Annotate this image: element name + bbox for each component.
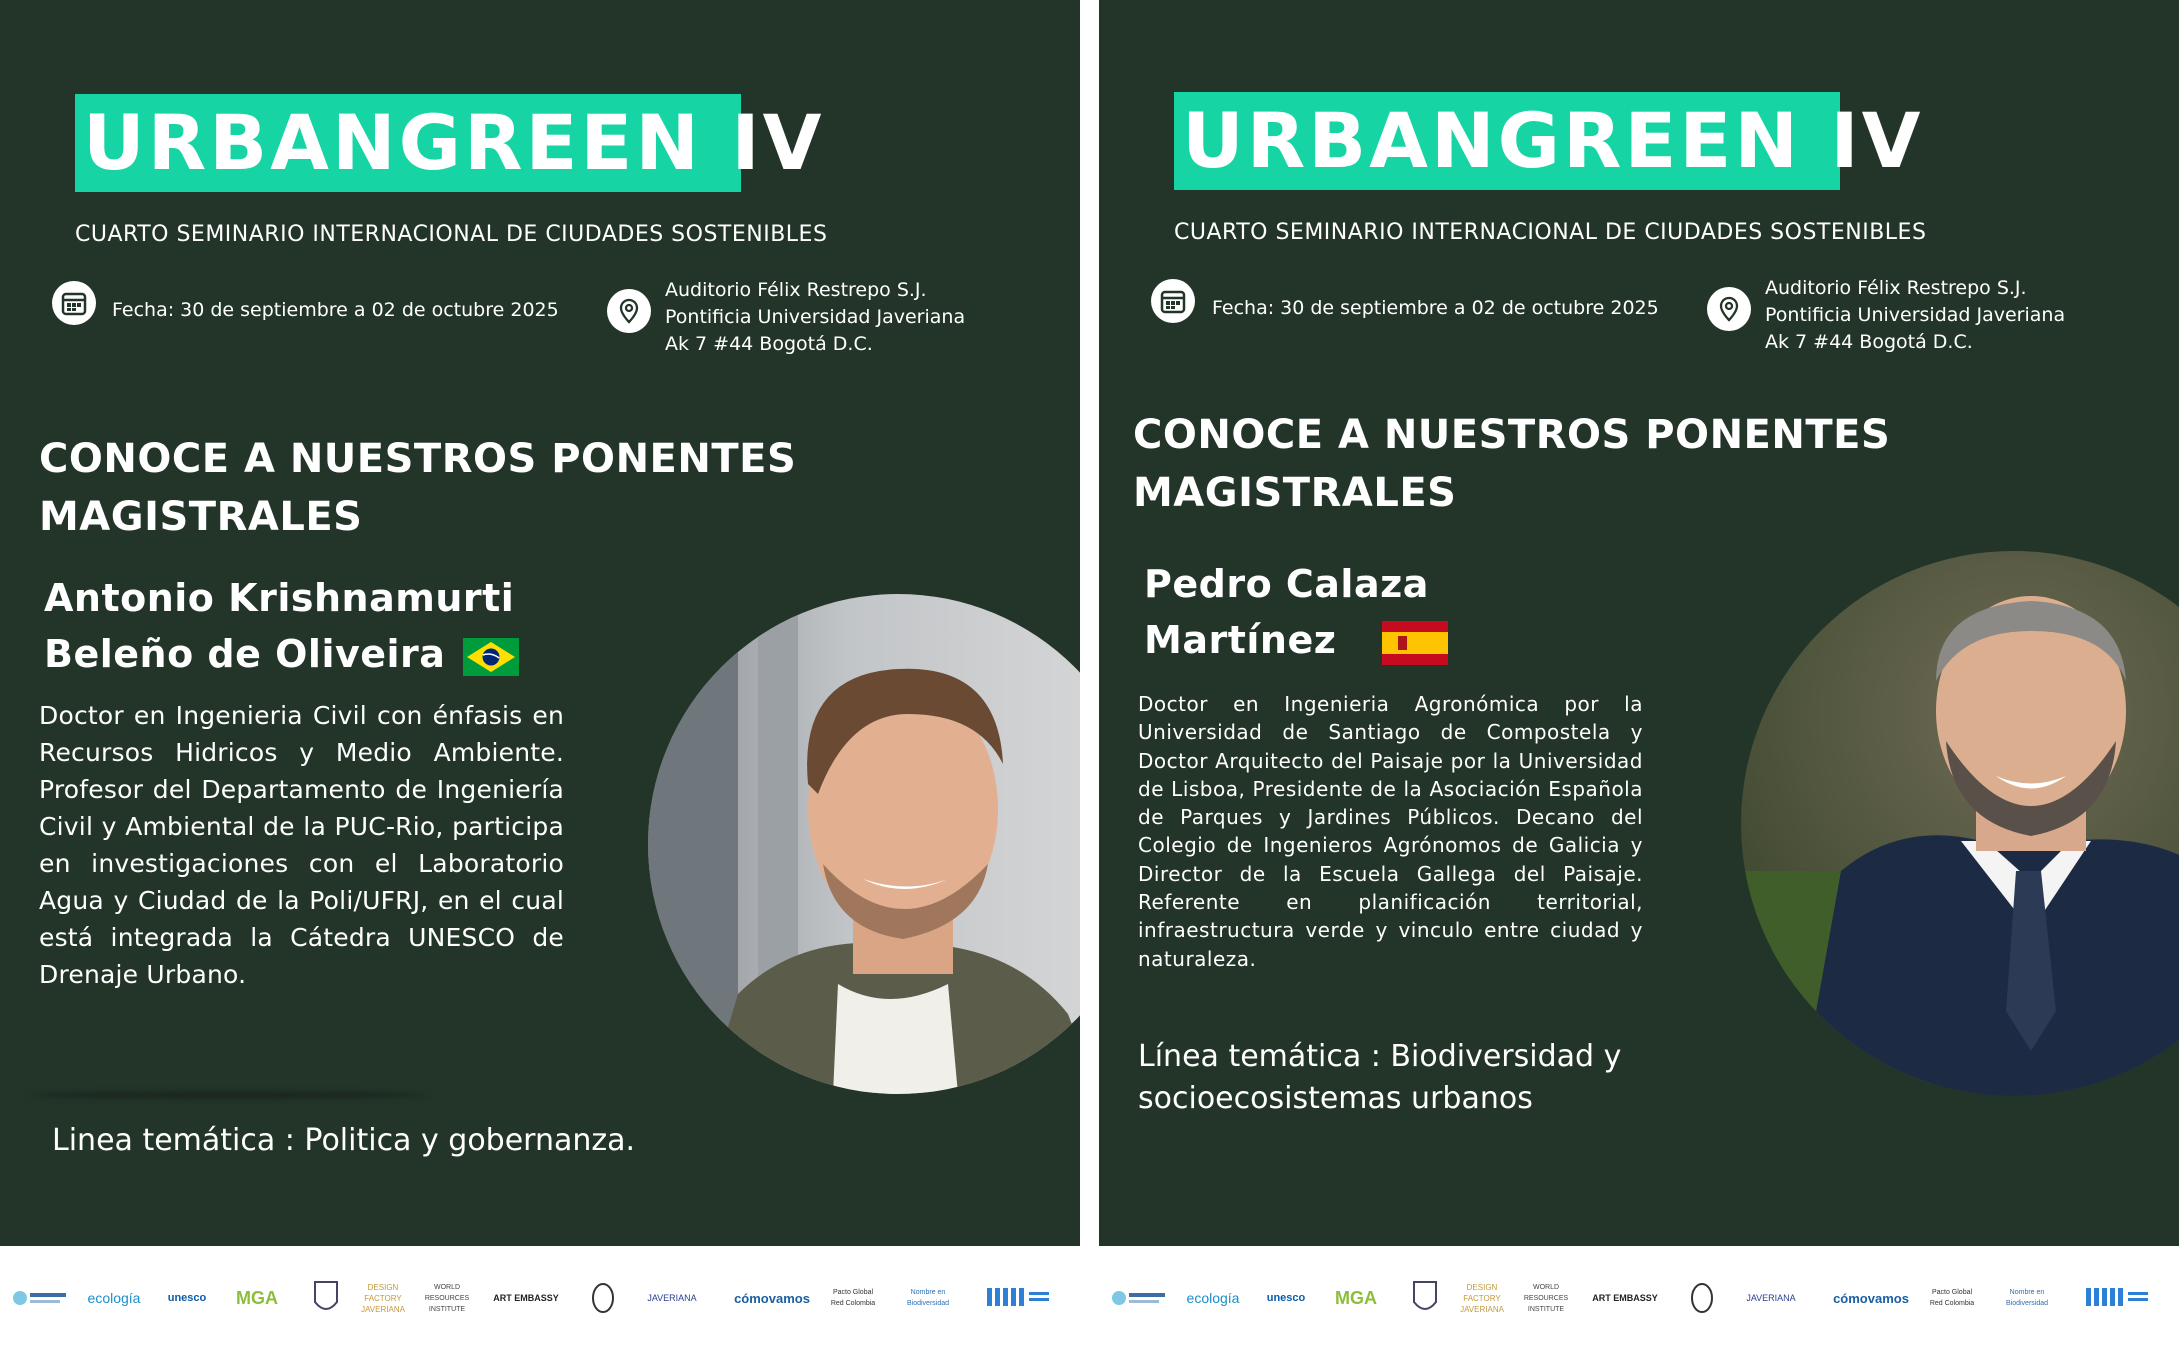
pacto-global-logo: Pacto Global Red Colombia [830,1289,876,1307]
mga-logo: MGA [236,1287,278,1308]
calendar-icon [52,281,96,325]
section-heading [39,430,796,546]
speaker-bio: Doctor en Ingenieria Civil con énfasis en Recursos Hidricos y Medio Ambiente. Profesor del Departamento de Ingeniería Civil y Ambiental de la PUC-Rio, participa en investigaciones con el Laboratorio Agua y Ciudad de la Poli/UFRJ, en el cual está integrada la Cátedra UNESCO de Drenaje Urbano. [39,701,564,989]
event-date: Fecha: 30 de septiembre a 02 de octubre 2025 [112,299,559,321]
speaker-name-line: Antonio Krishnamurti [44,576,515,620]
seal-logo [1687,1268,1717,1328]
divider-shadow [30,1092,430,1098]
speaker-name [1144,556,1448,668]
speaker-card-right [1099,0,2179,1246]
biodiversidad-logo: Nombre en Biodiversidad [906,1289,950,1307]
speaker-name-line: Pedro Calaza [1144,562,1429,606]
section-heading [1133,406,1890,522]
mga-logo: MGA [1335,1287,1377,1308]
spain-flag-icon [1382,621,1448,665]
event-title-banner [75,94,825,192]
biodiversidad-logo: Nombre en Biodiversidad [2005,1289,2049,1307]
event-date: Fecha: 30 de septiembre a 02 de octubre 2025 [1212,297,1659,319]
ecologia-logo: ecología [87,1289,141,1306]
calendar-icon [1151,279,1195,323]
institute-stripes-logo [984,1268,1052,1328]
thematic-line [1138,1036,1621,1120]
art-embassy-logo: ART EMBASSY [493,1292,559,1303]
speaker-photo [648,594,1080,1094]
university-crest-logo [1407,1268,1443,1328]
university-crest-logo [308,1268,344,1328]
art-embassy-logo: ART EMBASSY [1592,1292,1658,1303]
thematic-line: Linea temática : Politica y gobernanza. [52,1123,636,1158]
javeriana-logo: JAVERIANA [1746,1292,1796,1303]
event-title-banner [1174,92,1924,190]
brazil-flag-icon [463,638,519,676]
panel-separator [1080,0,1099,1246]
event-title: URBANGREEN IV [1182,96,1924,185]
ciudades-sostenibles-logo [12,1268,68,1328]
event-subtitle: CUARTO SEMINARIO INTERNACIONAL DE CIUDADES SOSTENIBLES [1174,220,1927,245]
venue-line: Auditorio Félix Restrepo S.J. [665,279,927,301]
location-pin-icon [607,289,651,333]
unesco-logo: unesco [167,1291,207,1304]
heading-line: MAGISTRALES [1133,470,1457,516]
location-pin-icon [1707,287,1751,331]
speaker-bio: Doctor en Ingenieria Agronómica por la Universidad de Santiago de Compostela y Doctor Arquitecto del Paisaje por la Universidad de Lisboa, Presidente de la Asociación Española de Parques y Jardines Públicos. Decano del Colegio de Ingenieros Agrónomos de Galicia y Director de la Escuela Gallega del Paisaje. Referente en planificación territorial, infraestructura verde y vinculo entre ciudad y naturaleza. [1138,692,1643,971]
venue-line: Pontificia Universidad Javeriana [1765,304,2066,326]
ecologia-logo: ecología [1186,1289,1240,1306]
heading-line: CONOCE A NUESTROS PONENTES [1133,412,1891,458]
venue-line: Ak 7 #44 Bogotá D.C. [665,333,873,355]
speaker-name-line: Martínez [1144,618,1337,662]
ciudades-sostenibles-logo [1111,1268,1167,1328]
design-factory-javeriana-logo: DESIGN FACTORY JAVERIANA [361,1282,405,1314]
world-resources-institute-logo: WORLD RESOURCES INSTITUTE [1523,1283,1569,1313]
speaker-name [44,570,519,682]
venue-line: Ak 7 #44 Bogotá D.C. [1765,331,1973,353]
world-resources-institute-logo: WORLD RESOURCES INSTITUTE [424,1283,470,1313]
event-venue [665,277,965,358]
thematic-line-part: Línea temática : Biodiversidad y [1138,1039,1622,1074]
venue-line: Pontificia Universidad Javeriana [665,306,966,328]
pacto-global-logo: Pacto Global Red Colombia [1929,1289,1975,1307]
speaker-card-left [0,0,1080,1246]
seal-logo [588,1268,618,1328]
design-factory-javeriana-logo: DESIGN FACTORY JAVERIANA [1460,1282,1504,1314]
venue-line: Auditorio Félix Restrepo S.J. [1765,277,2027,299]
heading-line: CONOCE A NUESTROS PONENTES [39,436,797,482]
bogota-como-vamos-logo: cómovamos [1833,1290,1909,1306]
event-subtitle: CUARTO SEMINARIO INTERNACIONAL DE CIUDADES SOSTENIBLES [75,222,828,247]
thematic-line-part: socioecosistemas urbanos [1138,1081,1533,1116]
event-title: URBANGREEN IV [83,98,825,187]
sponsor-logo-strip-left [0,1246,1080,1346]
sponsor-logo-strip-right [1099,1246,2179,1346]
speaker-name-line: Beleño de Oliveira [44,632,446,676]
institute-stripes-logo [2083,1268,2151,1328]
unesco-logo: unesco [1266,1291,1306,1304]
speaker-photo [1741,551,2179,1096]
javeriana-logo: JAVERIANA [647,1292,697,1303]
bogota-como-vamos-logo: cómovamos [734,1290,810,1306]
heading-line: MAGISTRALES [39,494,363,540]
event-venue [1765,275,2065,356]
